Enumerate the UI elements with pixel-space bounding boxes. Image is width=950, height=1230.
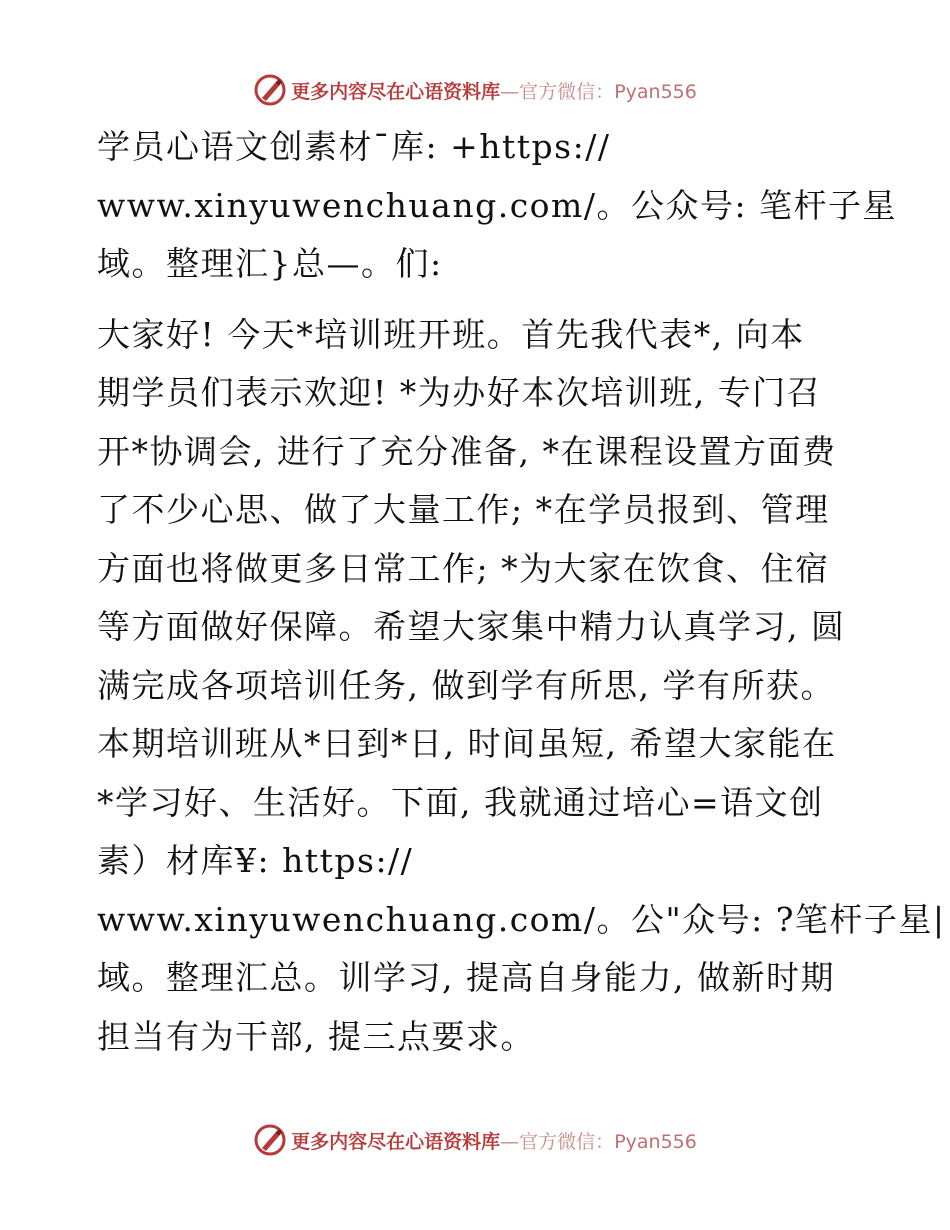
text-line: 方面也将做更多日常工作; *为大家在饮食、住宿: [97, 548, 830, 588]
text-line: 大家好! 今天*培训班开班。首先我代表*, 向本: [97, 314, 805, 354]
text-line: 期学员们表示欢迎! *为办好本次培训班, 专门召: [97, 373, 822, 412]
document-body: [97, 118, 946, 1066]
text-line: 域。整理汇}总—。们:: [97, 244, 443, 283]
footer-banner: [0, 1120, 950, 1160]
text-line: 等方面做好保障。希望大家集中精力认真学习, 圆: [97, 607, 846, 646]
text-line: *学习好、生活好。下面, 我就通过培心=语文创: [97, 782, 824, 822]
text-line: www.xinyuwenchuang.com/。公"众号: ?笔杆子星|: [97, 899, 946, 939]
paragraph-2: [97, 306, 946, 1067]
banner-brand: 更多内容尽在心语资料库: [291, 80, 501, 103]
text-line: 域。整理汇总。训学习, 提高自身能力, 做新时期: [97, 958, 835, 997]
text-line: www.xinyuwenchuang.com/。公众号: 笔杆子星: [97, 185, 898, 225]
banner-text: [291, 77, 697, 104]
banner-separator: —: [500, 1130, 520, 1153]
banner-brand: 更多内容尽在心语资料库: [291, 1130, 501, 1153]
text-line: 本期培训班从*日到*日, 时间虽短, 希望大家能在: [97, 724, 837, 763]
banner-separator: —: [500, 80, 520, 103]
header-banner: [0, 70, 950, 110]
pen-logo-icon: [253, 73, 287, 107]
text-line: 素）材库¥: https://: [97, 841, 414, 880]
banner-official: 官方微信：: [519, 1130, 615, 1153]
banner-text: [291, 1127, 697, 1154]
text-line: 满完成各项培训任务, 做到学有所思, 学有所获。: [97, 665, 835, 705]
pen-logo-icon: [253, 1123, 287, 1157]
banner-wechat-id: Pyan556: [614, 1130, 697, 1153]
text-line: 了不少心思、做了大量工作; *在学员报到、管理: [97, 490, 830, 529]
text-line: 开*协调会, 进行了充分准备, *在课程设置方面费: [97, 431, 837, 471]
banner-official: 官方微信：: [519, 80, 615, 103]
paragraph-1: [97, 118, 898, 294]
text-line: 担当有为干部, 提三点要求。: [97, 1016, 535, 1056]
text-line: 学员心语文创素材¯库: +https://: [97, 127, 611, 166]
banner-wechat-id: Pyan556: [614, 80, 697, 103]
